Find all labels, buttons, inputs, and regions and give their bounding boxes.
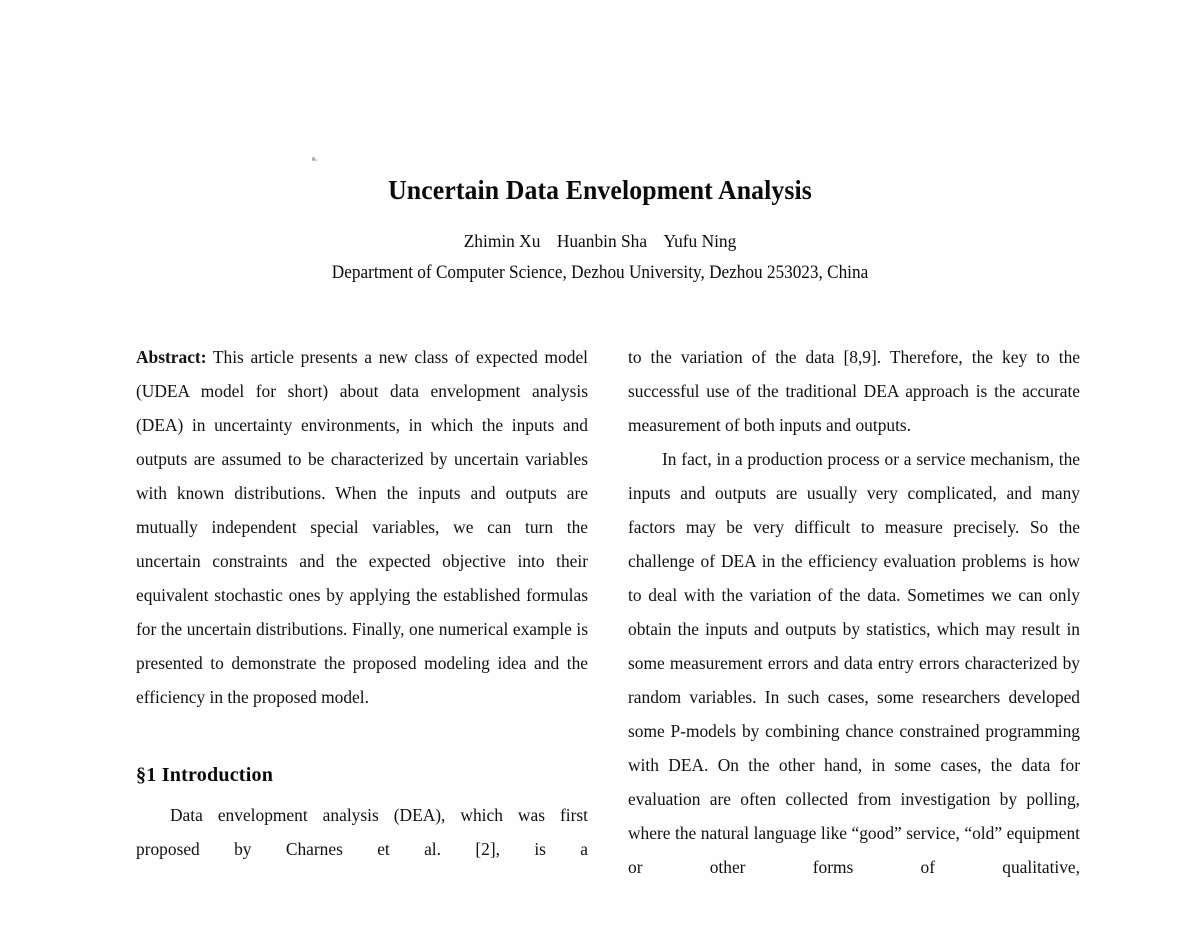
scan-speck-icon [315,159,317,161]
column-right [628,340,1080,941]
abstract-paragraph [136,340,588,714]
page-title: Uncertain Data Envelopment Analysis [388,175,812,205]
author-name: Huanbin Sha [556,230,648,251]
author-name: Zhimin Xu [463,230,541,251]
author-list [21,205,1179,252]
body-paragraph: In fact, in a production process or a service mechanism, the inputs and outputs are usually very complicated, and many factors may be very difficult to measure precisely. So the challenge of DEA in the efficiency evaluation problems is how to deal with the variation of the data. Sometimes we can only obtain the inputs and outputs by statistics, which may result in some measurement errors and data entry errors characterized by random variables. In such cases, some researchers developed some P-models by combining chance constrained programming with DEA. On the other hand, in some cases, the data for evaluation are often collected from investigation by polling, where the natural language like “good” service, “old” equipment or other forms of qualitative, [628,449,1080,877]
paper-masthead [0,176,1200,284]
section-heading-introduction: §1 Introduction [136,764,274,786]
abstract-text: This article presents a new class of expected model (UDEA model for short) about data envelopment analysis (DEA) in uncertainty environments, in which the inputs and outputs are assumed to be characterized by uncertain variables with known distributions. When the inputs and outputs are mutually independent special variables, we can turn the uncertain constraints and the expected objective into their equivalent stochastic ones by applying the established formulas for the uncertain distributions. Finally, one numerical example is presented to demonstrate the proposed modeling idea and the efficiency in the proposed model. [136,347,588,707]
column-left [136,340,588,941]
body-columns [136,340,1080,941]
section-spacer [136,714,588,736]
author-name: Yufu Ning [663,230,737,251]
affiliation: Department of Computer Science, Dezhou University, Dezhou 253023, China [331,263,869,284]
introduction-paragraph: Data envelopment analysis (DEA), which was first proposed by Charnes et al. [2], is a [136,805,588,859]
abstract-label: Abstract: [136,347,207,367]
continued-paragraph: to the variation of the data [8,9]. Therefore, the key to the successful use of the traditional DEA approach is the accurate measurement of both inputs and outputs. [628,347,1080,435]
